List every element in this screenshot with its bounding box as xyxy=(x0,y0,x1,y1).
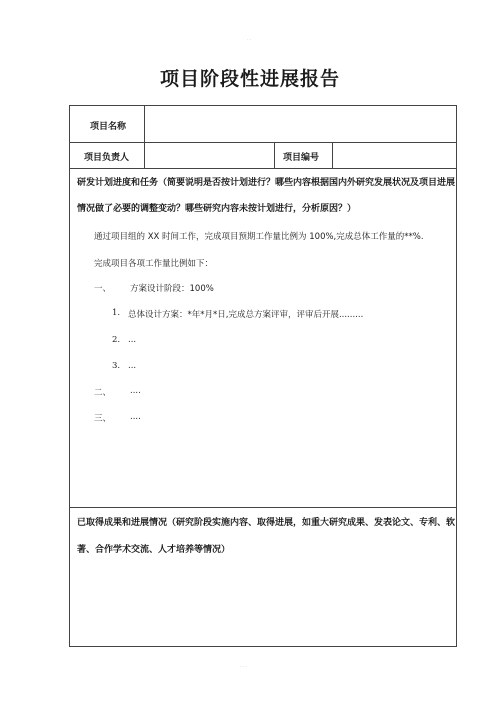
page-header-mark: - - xyxy=(247,37,252,42)
column-divider xyxy=(144,106,145,168)
project-name-label: 项目名称 xyxy=(90,122,127,132)
list-item: ... xyxy=(128,335,137,345)
list-marker: 一、 xyxy=(94,284,112,294)
progress-heading-line1: 研发计划进度和任务（简要说明是否按计划进行？哪些内容根据国内外研究发展状况及项目进展 xyxy=(77,178,456,188)
column-divider xyxy=(274,142,275,168)
project-lead-label: 项目负责人 xyxy=(84,153,130,163)
list-marker: 3. xyxy=(112,361,121,371)
row-divider xyxy=(70,507,456,508)
list-item: .... xyxy=(130,386,141,396)
results-heading-line1: 已取得成果和进展情况（研究阶段实施内容、取得进展，如重大研究成果、发表论文、专利、软 xyxy=(77,518,456,528)
list-marker: 2. xyxy=(112,335,121,345)
list-marker: 二、 xyxy=(94,388,112,398)
results-heading-line2: 著、合作学术交流、人才培养等情况） xyxy=(77,545,231,555)
row-divider xyxy=(70,142,456,143)
progress-paragraph: 完成项目各项工作量比例如下： xyxy=(94,259,214,269)
list-marker: 三、 xyxy=(94,414,112,424)
list-item: ... xyxy=(128,361,137,371)
progress-paragraph: 通过项目组的 XX 时间工作，完成项目预期工作量比例为 100%,完成总体工作量的**%. xyxy=(94,232,424,242)
report-table xyxy=(69,105,457,647)
list-item: 方案设计阶段：100% xyxy=(130,284,214,294)
list-marker: 1. xyxy=(112,308,121,318)
list-item: .... xyxy=(130,412,141,422)
project-number-label: 项目编号 xyxy=(283,153,320,163)
page-title: 项目阶段性进展报告 xyxy=(159,68,340,90)
list-item: 总体设计方案：*年*月*日,完成总方案评审，评审后开展......... xyxy=(128,310,364,320)
page-footer-mark: - - - xyxy=(240,664,247,669)
column-divider xyxy=(332,142,333,168)
progress-heading-line2: 情况做了必要的调整变动？哪些研究内容未按计划进行，分析原因？） xyxy=(77,204,357,214)
